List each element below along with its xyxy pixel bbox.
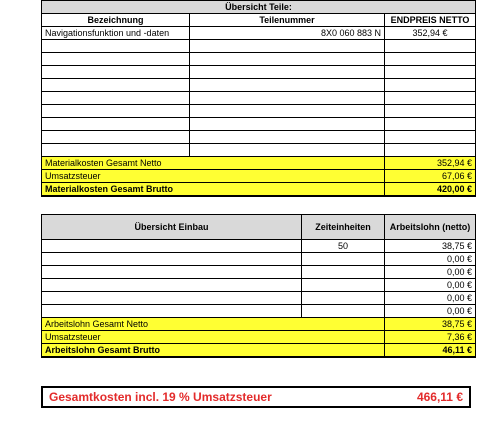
table-cell xyxy=(190,53,385,66)
table-row xyxy=(42,92,476,105)
table-cell xyxy=(190,40,385,53)
table-cell: 38,75 € xyxy=(385,240,476,253)
table-row xyxy=(42,105,476,118)
parts-vat-label: Umsatzsteuer xyxy=(42,170,385,183)
table-cell xyxy=(190,66,385,79)
parts-sum-net-row xyxy=(42,157,476,170)
table-cell xyxy=(190,118,385,131)
labor-table xyxy=(41,214,476,358)
labor-rows xyxy=(42,240,476,318)
table-cell xyxy=(302,305,385,318)
table-cell xyxy=(385,131,476,144)
table-cell xyxy=(42,305,302,318)
table-cell: 8X0 060 883 N xyxy=(190,27,385,40)
table-cell: 0,00 € xyxy=(385,279,476,292)
parts-rows xyxy=(42,27,476,157)
table-cell xyxy=(42,240,302,253)
labor-sum-net-value: 38,75 € xyxy=(385,318,476,331)
table-cell xyxy=(302,279,385,292)
table-row xyxy=(42,79,476,92)
parts-vat-row xyxy=(42,170,476,183)
grand-total-box xyxy=(41,386,471,408)
table-cell xyxy=(42,131,190,144)
table-cell xyxy=(385,105,476,118)
labor-sum-gross-label: Arbeitslohn Gesamt Brutto xyxy=(42,344,385,358)
table-cell xyxy=(302,266,385,279)
table-cell xyxy=(42,253,302,266)
table-cell xyxy=(302,292,385,305)
table-row xyxy=(42,66,476,79)
table-cell xyxy=(385,53,476,66)
table-cell xyxy=(42,53,190,66)
table-cell xyxy=(385,92,476,105)
labor-header-row xyxy=(42,215,476,240)
table-row xyxy=(42,240,476,253)
table-cell xyxy=(190,144,385,157)
table-cell: 0,00 € xyxy=(385,266,476,279)
table-cell: Navigationsfunktion und -daten xyxy=(42,27,190,40)
grand-total-label: Gesamtkosten incl. 19 % Umsatzsteuer xyxy=(49,390,272,404)
labor-sum-net-row xyxy=(42,318,476,331)
col-header-uebersicht-einbau: Übersicht Einbau xyxy=(42,215,302,240)
col-header-teilenummer: Teilenummer xyxy=(190,14,385,27)
table-cell xyxy=(190,92,385,105)
table-row xyxy=(42,27,476,40)
table-cell xyxy=(42,40,190,53)
parts-sum-gross-value: 420,00 € xyxy=(385,183,476,197)
table-row xyxy=(42,131,476,144)
table-cell xyxy=(42,92,190,105)
col-header-endpreis: ENDPREIS NETTO xyxy=(385,14,476,27)
table-cell xyxy=(385,79,476,92)
labor-sum-gross-value: 46,11 € xyxy=(385,344,476,358)
table-row xyxy=(42,305,476,318)
table-cell xyxy=(385,118,476,131)
parts-sum-gross-label: Materialkosten Gesamt Brutto xyxy=(42,183,385,197)
page-edge xyxy=(482,0,500,422)
labor-vat-value: 7,36 € xyxy=(385,331,476,344)
parts-vat-value: 67,06 € xyxy=(385,170,476,183)
table-row xyxy=(42,53,476,66)
parts-header-row xyxy=(42,14,476,27)
table-cell xyxy=(42,266,302,279)
parts-sum-net-label: Materialkosten Gesamt Netto xyxy=(42,157,385,170)
parts-sum-gross-row xyxy=(42,183,476,197)
table-cell xyxy=(42,105,190,118)
table-cell: 50 xyxy=(302,240,385,253)
table-cell: 0,00 € xyxy=(385,305,476,318)
table-row xyxy=(42,118,476,131)
table-cell xyxy=(42,292,302,305)
parts-sum-net-value: 352,94 € xyxy=(385,157,476,170)
labor-vat-label: Umsatzsteuer xyxy=(42,331,385,344)
table-cell xyxy=(42,66,190,79)
parts-title-row xyxy=(42,1,476,14)
table-cell xyxy=(42,279,302,292)
labor-sum-gross-row xyxy=(42,344,476,358)
table-row xyxy=(42,40,476,53)
col-header-arbeitslohn: Arbeitslohn (netto) xyxy=(385,215,476,240)
table-cell xyxy=(42,144,190,157)
table-row xyxy=(42,292,476,305)
table-cell xyxy=(42,79,190,92)
table-cell xyxy=(302,253,385,266)
table-cell: 0,00 € xyxy=(385,292,476,305)
table-cell xyxy=(385,40,476,53)
table-cell xyxy=(42,118,190,131)
table-cell xyxy=(190,131,385,144)
table-cell xyxy=(190,79,385,92)
col-header-zeiteinheiten: Zeiteinheiten xyxy=(302,215,385,240)
grand-total-value: 466,11 € xyxy=(416,390,463,404)
table-row xyxy=(42,266,476,279)
table-cell: 0,00 € xyxy=(385,253,476,266)
table-row xyxy=(42,279,476,292)
table-cell xyxy=(385,66,476,79)
table-row xyxy=(42,253,476,266)
labor-vat-row xyxy=(42,331,476,344)
table-cell xyxy=(190,105,385,118)
labor-sum-net-label: Arbeitslohn Gesamt Netto xyxy=(42,318,385,331)
parts-title: Übersicht Teile: xyxy=(42,1,476,14)
col-header-bezeichnung: Bezeichnung xyxy=(42,14,190,27)
table-cell xyxy=(385,144,476,157)
parts-table xyxy=(41,0,476,197)
table-cell: 352,94 € xyxy=(385,27,476,40)
table-row xyxy=(42,144,476,157)
